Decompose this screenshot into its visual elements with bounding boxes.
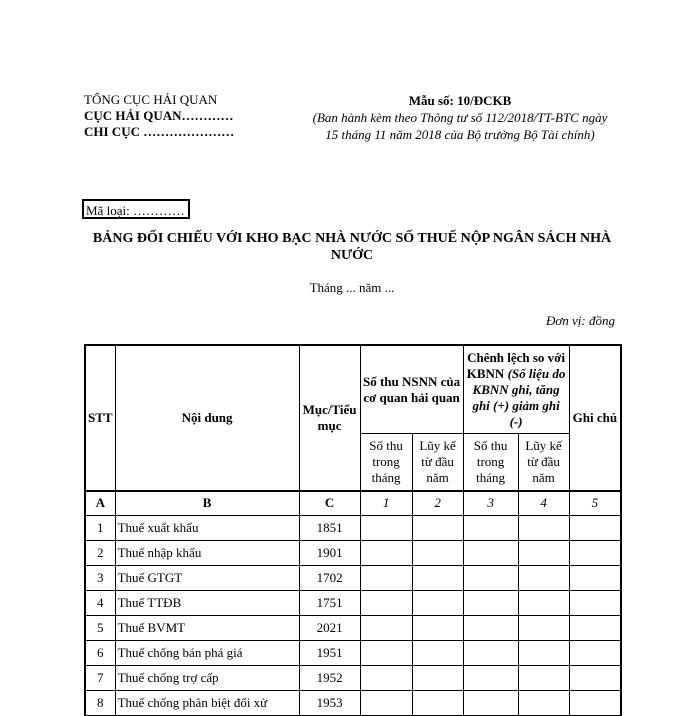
row-customs-cumulative (412, 640, 463, 665)
row-customs-cumulative (412, 565, 463, 590)
row-code: 1952 (299, 665, 360, 690)
agency-header (84, 92, 234, 140)
tax-rows (85, 515, 621, 715)
row-customs-cumulative (412, 690, 463, 715)
row-customs-in-month (360, 590, 412, 615)
row-diff-cumulative (518, 690, 569, 715)
form-number: Mẫu số: 10/ĐCKB (408, 93, 512, 108)
row-note (569, 515, 621, 540)
row-note (569, 640, 621, 665)
row-diff-in-month (463, 540, 518, 565)
row-diff-in-month (463, 565, 518, 590)
header-content: Nội dung (115, 345, 299, 491)
row-customs-cumulative (412, 615, 463, 640)
row-customs-cumulative (412, 515, 463, 540)
row-code: 1951 (299, 640, 360, 665)
currency-unit: Đơn vị: đồng (545, 313, 615, 328)
row-diff-cumulative (518, 615, 569, 640)
form-header (310, 92, 610, 143)
header-difference (463, 345, 569, 434)
reconciliation-table (84, 344, 622, 716)
row-stt: 4 (85, 590, 115, 615)
index-4: 4 (518, 491, 569, 515)
row-code: 1901 (299, 540, 360, 565)
table-row (85, 615, 621, 640)
row-content: Thuế chống trợ cấp (115, 665, 299, 690)
row-diff-cumulative (518, 565, 569, 590)
row-note (569, 540, 621, 565)
row-customs-in-month (360, 690, 412, 715)
header-code: Mục/Tiểu mục (299, 345, 360, 491)
legal-note: (Ban hành kèm theo Thông tư số 112/2018/TT-BTC ngày 15 tháng 11 năm 2018 của Bộ trưởng Bộ Tài chính) (312, 110, 608, 142)
row-content: Thuế TTĐB (115, 590, 299, 615)
row-customs-in-month (360, 515, 412, 540)
row-customs-cumulative (412, 540, 463, 565)
index-5: 5 (569, 491, 621, 515)
row-content: Thuế xuất khẩu (115, 515, 299, 540)
row-stt: 8 (85, 690, 115, 715)
row-customs-cumulative (412, 665, 463, 690)
row-note (569, 565, 621, 590)
row-diff-cumulative (518, 540, 569, 565)
row-note (569, 690, 621, 715)
row-diff-in-month (463, 590, 518, 615)
row-content: Thuế chống phân biệt đối xử (115, 690, 299, 715)
row-diff-in-month (463, 615, 518, 640)
row-code: 1702 (299, 565, 360, 590)
table-row (85, 690, 621, 715)
header-cumulative: Lũy kế từ đầu năm (412, 434, 463, 492)
row-diff-in-month (463, 640, 518, 665)
row-stt: 5 (85, 615, 115, 640)
row-code: 2021 (299, 615, 360, 640)
row-diff-in-month (463, 515, 518, 540)
row-code: 1751 (299, 590, 360, 615)
row-stt: 6 (85, 640, 115, 665)
index-2: 2 (412, 491, 463, 515)
row-note (569, 590, 621, 615)
document-title: BẢNG ĐỐI CHIẾU VỚI KHO BẠC NHÀ NƯỚC SỐ THUẾ NỘP NGÂN SÁCH NHÀ NƯỚC (92, 231, 612, 263)
row-note (569, 665, 621, 690)
index-c: C (299, 491, 360, 515)
row-diff-in-month (463, 665, 518, 690)
index-a: A (85, 491, 115, 515)
agency-sub-department: CHI CỤC ………………… (84, 124, 235, 139)
row-customs-in-month (360, 640, 412, 665)
table-row (85, 540, 621, 565)
agency-customs-department: CỤC HẢI QUAN………… (84, 108, 234, 123)
row-code: 1953 (299, 690, 360, 715)
row-diff-cumulative (518, 590, 569, 615)
header-note: Ghi chú (569, 345, 621, 491)
row-stt: 3 (85, 565, 115, 590)
table-row (85, 515, 621, 540)
index-3: 3 (463, 491, 518, 515)
header-in-month: Số thu trong tháng (360, 434, 412, 492)
row-customs-cumulative (412, 590, 463, 615)
row-content: Thuế BVMT (115, 615, 299, 640)
header-stt: STT (85, 345, 115, 491)
row-customs-in-month (360, 615, 412, 640)
table-row (85, 640, 621, 665)
row-note (569, 615, 621, 640)
row-content: Thuế GTGT (115, 565, 299, 590)
table-row (85, 665, 621, 690)
row-content: Thuế nhập khẩu (115, 540, 299, 565)
row-stt: 1 (85, 515, 115, 540)
table-row (85, 590, 621, 615)
row-code: 1851 (299, 515, 360, 540)
row-customs-in-month (360, 665, 412, 690)
row-diff-in-month (463, 690, 518, 715)
row-diff-cumulative (518, 665, 569, 690)
index-b: B (115, 491, 299, 515)
code-type-box: Mã loại: ………… (82, 199, 190, 219)
row-content: Thuế chống bán phá giá (115, 640, 299, 665)
row-diff-cumulative (518, 515, 569, 540)
header-difference-label: Chênh lệch so với KBNN (466, 349, 565, 381)
agency-general-department: TỔNG CỤC HẢI QUAN (84, 92, 218, 107)
header-diff-in-month: Số thu trong tháng (463, 434, 518, 492)
header-difference-note: (Số liệu do KBNN ghi, tăng ghi (+) giảm ghi (-) (472, 365, 566, 429)
row-stt: 7 (85, 665, 115, 690)
row-diff-cumulative (518, 640, 569, 665)
header-customs-revenue: Số thu NSNN của cơ quan hải quan (360, 345, 463, 434)
reporting-period: Tháng ... năm ... (309, 280, 395, 295)
row-stt: 2 (85, 540, 115, 565)
table-row (85, 565, 621, 590)
index-1: 1 (360, 491, 412, 515)
row-customs-in-month (360, 565, 412, 590)
header-diff-cumulative: Lũy kế từ đầu năm (518, 434, 569, 492)
row-customs-in-month (360, 540, 412, 565)
index-row (85, 491, 621, 515)
